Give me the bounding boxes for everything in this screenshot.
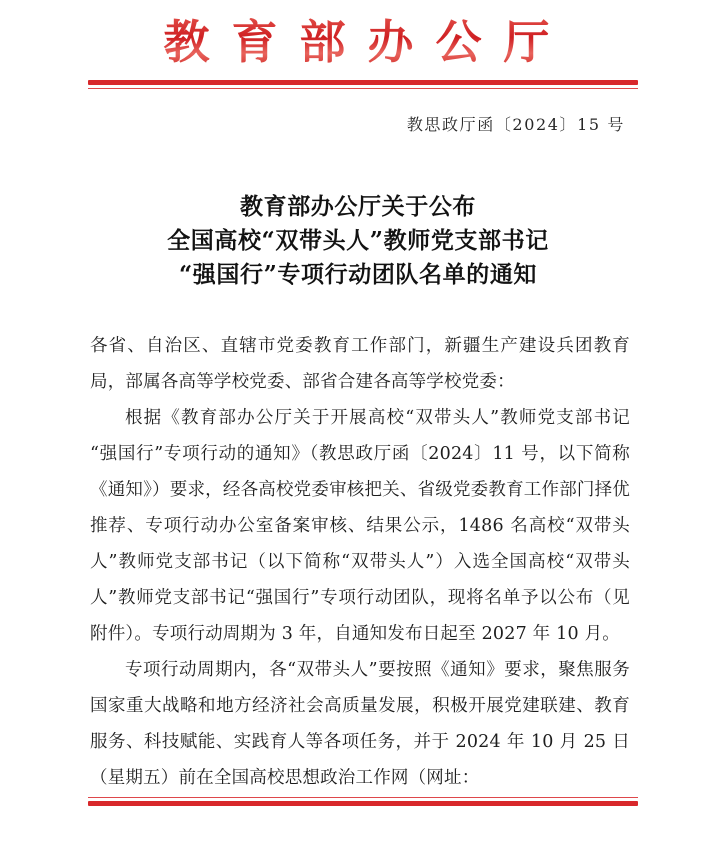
header-rule-thin (88, 88, 638, 89)
recipient-line: 各省、自治区、直辖市党委教育工作部门，新疆生产建设兵团教育局，部属各高等学校党委、部省合建各高等学校党委： (90, 336, 630, 392)
footer-red-rule (88, 797, 638, 806)
title-line-3: “强国行”专项行动团队名单的通知 (178, 261, 538, 288)
document-number: 教思政厅函〔2024〕15 号 (406, 115, 625, 134)
footer-rule-thick (88, 801, 638, 806)
header-red-rule (88, 80, 638, 89)
document-title (88, 190, 628, 292)
body-paragraph-1: 根据《教育部办公厅关于开展高校“双带头人”教师党支部书记“强国行”专项行动的通知》（教思政厅函〔2024〕11 号，以下简称《通知》）要求，经各高校党委审核把关、省级党委教育工作部门择优推荐、专项行动办公室备案审核、结果公示，1486 名高校“双带头人”教师党支部书记（以下简称“双带头人”）入选全国高校“双带头人”教师党支部书记“强国行”专项行动团队，现将名单予以公布（见附件）。专项行动周期为 3 年，自通知发布日起至 2027 年 10 月。 (90, 408, 630, 644)
body-paragraph-2: 专项行动周期内，各“双带头人”要按照《通知》要求，聚焦服务国家重大战略和地方经济社会高质量发展，积极开展党建联建、教育服务、科技赋能、实践育人等各项任务，并于 2024 年 10 月 25 日（星期五）前在全国高校思想政治工作网（网址： (90, 660, 630, 788)
document-body (90, 328, 630, 796)
title-line-1: 教育部办公厅关于公布 (240, 193, 476, 220)
title-line-2: 全国高校“双带头人”教师党支部书记 (167, 227, 549, 254)
letterhead (0, 14, 713, 70)
letterhead-title: 教育部办公厅 (0, 14, 713, 70)
footer-rule-thin (88, 797, 638, 798)
